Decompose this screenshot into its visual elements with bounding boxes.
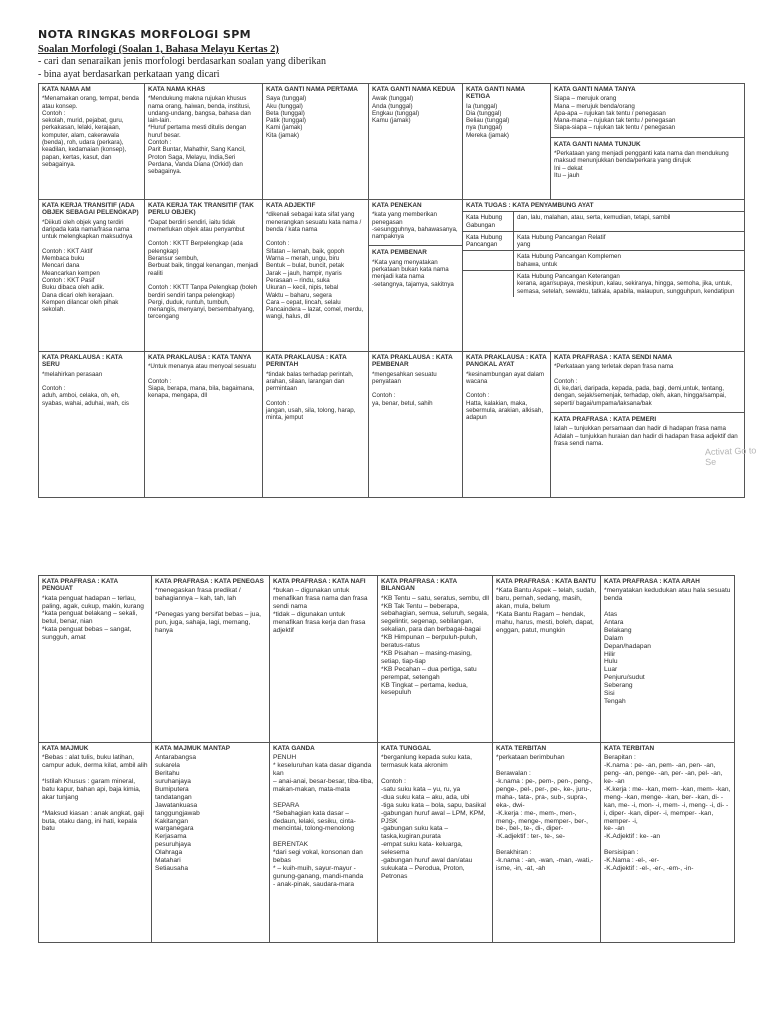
cell-kata-adjektif (263, 200, 369, 352)
cell-text: *menyatakan kedudukan atau hala sesuatu benda Atas Antara Belakang Dalam Depan/hadapan Hilir Hulu Luar Penjuru/sudut Seberang Sisi Tengah (604, 587, 731, 705)
cell-heading: KATA GANTI NAMA TUNJUK (554, 140, 641, 148)
divider (369, 245, 462, 246)
document-subtitle: Soalan Morfologi (Soalan 1, Bahasa Melayu Kertas 2) (38, 44, 279, 55)
cell-text: *Kata yang menyatakan perkataan bukan kata nama menjadi kata nama -setangnya, tajamya, sakitnya (372, 258, 454, 288)
tugas-row (463, 250, 744, 270)
cell-kata-tunggal (378, 743, 493, 943)
cell-heading: KATA PRAKLAUSA : KATA PEMBENAR (372, 354, 453, 369)
cell-text: PENUH * keseluruhan kata dasar diganda kan – anai-anai, besar-besar, tiba-tiba, makan-makan, mata-mata SEPARA *Sebahagian kata dasar – dedaun, lelaki, sesiku, cinta-mencintai, tolong-menolong BERENTAK *dari segi vokal, konsonan dan bebas * – kuih-muih, sayur-mayur - gunung-ganang, mandi-manda - anak-pinak, saudara-mara (273, 754, 374, 888)
instruction-line-2: - bina ayat berdasarkan perkataan yang dicari (38, 69, 220, 80)
cell-kata-penguat (39, 576, 152, 743)
cell-heading: KATA NAMA AM (42, 86, 91, 93)
cell-heading: KATA PRAFRASA : KATA SENDI NAMA (554, 354, 673, 361)
cell-kata-arah (601, 576, 735, 743)
cell-text: Ia (tunggal) Dia (tunggal) Beliau (tunggal) nya (tunggal) Mereka (jamak) (466, 102, 510, 139)
cell-heading: KATA TUGAS : KATA PENYAMBUNG AYAT (466, 202, 594, 209)
table2-row-2 (39, 743, 735, 943)
cell-heading: KATA NAMA KHAS (148, 86, 206, 93)
tugas-label: Kata Hubung Gabungan (463, 212, 514, 231)
cell-kata-penekan (369, 200, 463, 352)
cell-kata-penegas (152, 576, 270, 743)
tugas-text: dan, lalu, malahan, atau, serta, kemudian, tetapi, sambil (517, 214, 671, 222)
cell-kata-seru (39, 352, 145, 498)
cell-heading: KATA GANTI NAMA KEDUA (372, 86, 456, 93)
tugas-label: Kata Hubung Pancangan (463, 232, 514, 251)
cell-heading: KATA KERJA TAK TRANSITIF (TAK PERLU OBJEK) (148, 202, 254, 217)
cell-heading: KATA PRAFRASA : KATA PENEGAS (155, 578, 264, 585)
cell-kata-bilangan (378, 576, 493, 743)
cell-text: *Untuk menanya atau menyoal sesuatu Contoh : Siapa, berapa, mana, bila, bagaimana, kenapa, mengapa, dll (148, 363, 257, 400)
cell-text: *tindak balas terhadap perintah, arahan, silaan, larangan dan permintaan Contoh : jangan, usah, sila, tolong, harap, minta, jemput (266, 370, 356, 422)
tugas-row (463, 270, 744, 297)
cell-text: Saya (tunggal) Aku (tunggal) Beta (tunggal) Patik (tunggal) Kami (jamak) Kita (jamak) (266, 95, 307, 139)
table1-row-3 (39, 352, 745, 498)
cell-heading: KATA MAJMUK (42, 745, 89, 752)
cell-text: *berganlung kepada suku kata, termasuk kata akronim Contoh : -satu suku kata – yu, ru, ya -dua suku kata – aku, ada, ubi -tiga suku kata – bola, sapu, basikal -gabungan huruf awal – LPM, KPM, PJSK -gabungan suku kata – taska,kugiran,purata -empat suku kata- keluarga, selesema -gabungan huruf awal dan/atau sukukata – Perodua, Proton, Petronas (381, 754, 486, 880)
cell-heading: KATA PRAKLAUSA : KATA SERU (42, 354, 123, 369)
cell-kata-kerja-tak-transitif (145, 200, 263, 352)
tugas-text: Kata Hubung Pancangan Keterangan kerana, agar/supaya, meskipun, kalau, sekiranya, hingga, semoha, jika, untuk, semasa, setelah, sewaktu, tatkala, apabila, walaupun, sungguhpun, kendatipun (517, 273, 735, 295)
cell-text: *melahirkan perasaan Contoh : aduh, amboi, celaka, oh, eh, syabas, wahai, aduhai, wah, cis (42, 370, 130, 407)
cell-heading: KATA KERJA TRANSITIF (ADA OBJEK SEBAGAI PELENGKAP) (42, 202, 139, 217)
activation-watermark: Activat Go to Se (704, 445, 757, 468)
instruction-line-1: - cari dan senaraikan jenis morfologi berdasarkan soalan yang diberikan (38, 56, 326, 67)
table1-row-2 (39, 200, 745, 352)
table1-row-1 (39, 84, 745, 200)
tugas-text: Kata Hubung Pancangan Relatif yang (517, 233, 606, 249)
cell-kata-majmuk-mantap (152, 743, 270, 943)
cell-text: *Dapat berdiri sendiri, iaitu tidak memerlukan objek atau penyambut Contoh : KKTT Berpelengkap (ada pelengkap) Beransur sembuh, Berbuat baik, tinggal kenangan, menjadi realiti Contoh : KKTT Tanpa Pelengkap (boleh berdiri sendiri tanpa pelengkap) Pergi, duduk, runtuh, tumbuh, menangis, menyanyi, bersembahyang, tercengang (148, 218, 259, 321)
tugas-row (463, 231, 744, 251)
morphology-table-2 (38, 575, 735, 943)
cell-text: *bukan – digunakan untuk menafikan frasa nama dan frasa sendi nama *tidak – digunakan untuk menafikan frasa kerja dan frasa adjektif (273, 587, 368, 634)
tugas-row (463, 211, 744, 231)
divider (551, 412, 744, 413)
cell-text: *kata penguat hadapan – terlau, paling, agak, cukup, makin, kurang *kata penguat belakang – sekali, betul, benar, nian *kata penguat bebas – sangat, sungguh, amat (42, 594, 144, 642)
cell-kata-bantu (493, 576, 601, 743)
cell-text: *Perkataan yang terletak depan frasa nama Contoh : di, ke,dari, daripada, kepada, pada, bagi, demi,untuk, tentang, dengan, sejak/semenjak, terhadap, oleh, akan, hingga/sampai, seperti/ bagai/umpama/laksana/bak (554, 363, 726, 407)
cell-heading: KATA TERBITAN (604, 745, 655, 752)
cell-heading: KATA PRAFRASA : KATA BANTU (496, 578, 596, 585)
cell-heading: KATA ADJEKTIF (266, 202, 316, 209)
cell-heading: KATA TERBITAN (496, 745, 547, 752)
cell-text: *Bebas : alat tulis, buku latihan, campur aduk, derma kilat, ambil alih *Istilah Khusus : garam mineral, batu kapur, bahan api, baja kimia, akar tunjang *Maksud kiasan : anak angkat, gaji buta, otaku dang, ini hati, kepala batu (42, 754, 148, 833)
cell-text: *dikenali sebagai kata sifat yang menerangkan sesuatu kata nama / benda / kata nama Contoh : Sifatan – lemah, baik, gopoh Warna – merah, ungu, biru Bentuk – bulat, buncit, petak Jarak – jauh, hampir, nyaris Perasaan – rindu, suka Ukuran – kecil, nipis, tebal Waktu – baharu, segera Cara – cepat, lincah, selalu Pancaindera – lazat, comel, merdu, wangi, halus, dll (266, 211, 364, 321)
cell-heading: KATA GANTI NAMA TANYA (554, 86, 636, 93)
cell-text: *kesinambungan ayat dalam wacana Contoh : Hatta, kalakian, maka, sebermula, arakian, alkisah, adapun (466, 370, 545, 422)
cell-heading: KATA MAJMUK MANTAP (155, 745, 231, 752)
document-header (38, 28, 738, 81)
tugas-text: Kata Hubung Pancangan Komplemen bahawa, untuk (517, 253, 621, 268)
cell-text: *mengesahkan sesuatu penyataan Contoh : ya, benar, betul, sahih (372, 370, 437, 407)
cell-heading: KATA PEMBENAR (372, 249, 427, 257)
table2-row-1 (39, 576, 735, 743)
cell-kata-ganti-nama-kedua (369, 84, 463, 200)
cell-text: Berapitan : -K.nama : pe- -an, pem- -an, pen- -an, peng- -an, penge- -an, per- -an, pel- -an, ke- -an -K.kerja : me- -kan, mem- -kan, mem- -kan, meng- -kan, menge- -kan, ber- -kan, di- -kan, me- -i, mon- -i, mem- -i, meng- -i, di- -i, diper- -kan, diper- -i, memper- -kan, memper- -i, ke- -an -K.Adjektif : ke- -an Bersisipan : -K.Nama : -el-, -er- -K.Adjektif : -el-, -er-, -em-, -in- (604, 754, 731, 872)
cell-kata-pangkal-ayat (463, 352, 551, 498)
morphology-table-1 (38, 83, 745, 498)
cell-heading: KATA PRAKLAUSA : KATA TANYA (148, 354, 252, 361)
cell-kata-pembenar (369, 352, 463, 498)
cell-text: *menegaskan frasa predikat / bahagiannya – kah, tah, lah *Penegas yang bersifat bebas – jua, pun, juga, sahaja, lagi, memang, hanya (155, 587, 261, 634)
cell-kata-ganda (270, 743, 378, 943)
cell-kata-majmuk (39, 743, 152, 943)
cell-heading: KATA TUNGGAL (381, 745, 431, 752)
divider (551, 137, 744, 138)
cell-kata-terbitan-2 (601, 743, 735, 943)
cell-text: Antarabangsa sukarela Beritahu suruhanjaya Bumiputera tandatangan Jawatankuasa tanggungjawab Kakitangan warganegara Kerjasama pesuruhjaya Olahraga Matahari Setiausaha (155, 754, 200, 872)
tugas-label (463, 271, 514, 297)
cell-kata-kerja-transitif (39, 200, 145, 352)
cell-text: *Mendukung makna rujukan khusus nama orang, haiwan, benda, institusi, undang-undang, bangsa, bahasa dan lain-lain. *Huruf pertama mesti ditulis dengan huruf besar. Contoh : Parit Buntar, Mahathir, Sang Kancil, Proton Saga, Melayu, India,Seri Perdana, Vanda Diana (Orkid) dan sebagainya. (148, 95, 251, 176)
cell-kata-ganti-nama-pertama (263, 84, 369, 200)
cell-heading: KATA PRAKLAUSA : KATA PERINTAH (266, 354, 347, 369)
cell-kata-nama-am (39, 84, 145, 200)
cell-heading: KATA PRAFRASA : KATA PENGUAT (42, 578, 118, 593)
cell-heading: KATA PRAFRASA : KATA BILANGAN (381, 578, 457, 593)
cell-kata-nama-khas (145, 84, 263, 200)
cell-heading: KATA PRAFRASA : KATA ARAH (604, 578, 700, 585)
cell-text: Awak (tunggal) Anda (tunggal) Engkau (tunggal) Kamu (jamak) (372, 95, 420, 125)
cell-text: *Perkataan yang menjadi pengganti kata nama dan mendukung maksud menunjukkan benda/perkara yang dirujuk Ini – dekat Itu – jauh (554, 150, 729, 179)
cell-text: Ialah – tunjukkan persamaan dan hadir di hadapan frasa nama Adalah – tunjukkan huraian dan hadir di hadapan frasa adjektif dan frasa sendi nama. (554, 425, 738, 447)
cell-text: *kata yang memberikan penegasan -sesungguhnya, bahawasanya, nampaknya (372, 211, 458, 241)
cell-kata-ganti-nama-tanya (551, 84, 745, 200)
cell-text: *Diikuti oleh objek yang terdiri daripada kata nama/frasa nama untuk melengkapkan maksudnya Contoh : KKT Aktif Membaca buku Mencari dana Meancarkan kempen Contoh : KKT Pasif Buku dibaca oleh adik. Dana dicari oleh kerajaan. Kempen dilancar oleh pihak sekolah. (42, 218, 133, 314)
cell-heading: KATA PRAFRASA : KATA PEMERI (554, 416, 657, 424)
cell-text: *perkataan berimbuhan Berawalan : -k.nama : pe-, pem-, pen-, peng-, penge-, pel-, per-, pe-, ke-, juru-, maha-, tata-, pra-, sub-, supra-, eka-, dwi- -K.kerja : me-, mem-, men-, meng-, menge-, memper-, ber-, be-, bel-, te-, di-, diper- -K.adjektif : ter-, te-, se- Berakhiran : -k.nama : -an, -wan, -man, -wati,-isme, -in, -at, -ah (496, 754, 594, 872)
tugas-label (463, 251, 514, 270)
cell-kata-terbitan-1 (493, 743, 601, 943)
cell-kata-tugas-penyambung (463, 200, 745, 352)
cell-heading: KATA GANDA (273, 745, 315, 752)
cell-heading: KATA PENEKAN (372, 202, 422, 209)
cell-text: Siapa – merujuk orang Mana – merujuk benda/orang Apa-apa – rujukan tak tentu / penegasan Mana-mana – rujukan tak tentu / penegasan Siapa-siapa – rujukan tak tentu / penegasan (554, 95, 676, 132)
cell-text: *Menamakan orang, tempat, benda atau konsep. Contoh : sekolah, murid, pejabat, guru, perkakasan, lelaki, kerajaan, komputer, alam, cakerawala (benda), roh, udara (perkara), keadilan, kedamaian (konsep), papan, kertas, kasut, dan sebagainya. (42, 95, 139, 168)
cell-text: *Kata Bantu Aspek – telah, sudah, baru, pernah, sedang, masih, akan, mula, belum *Kata Bantu Ragam – hendak, mahu, harus, mesti, boleh, dapat, enggan, patut, mungkin (496, 587, 597, 634)
cell-text: *KB Tentu – satu, seratus, sembu, dll *KB Tak Tentu – beberapa, sebahagian, semua, seluruh, segala, segelintir, segenap, sebilangan, sekalian, para dan berbagai-bagai *KB Himpunan – berpuluh-puluh, beratus-ratus *KB Pisahan – masing-masing, setiap, tiap-tiap *KB Pecahan – dua pertiga, satu perempat, setengah KB Tingkat – pertama, kedua, kesepuluh (381, 594, 490, 697)
cell-heading: KATA GANTI NAMA KETIGA (466, 86, 525, 101)
cell-heading: KATA GANTI NAMA PERTAMA (266, 86, 358, 93)
cell-heading: KATA PRAKLAUSA : KATA PANGKAL AYAT (466, 354, 547, 369)
cell-kata-nafi (270, 576, 378, 743)
document-title: NOTA RINGKAS MORFOLOGI SPM (38, 28, 252, 41)
cell-kata-tanya (145, 352, 263, 498)
cell-kata-sendi-nama (551, 352, 745, 498)
cell-heading: KATA PRAFRASA : KATA NAFI (273, 578, 366, 585)
cell-kata-ganti-nama-ketiga (463, 84, 551, 200)
cell-kata-perintah (263, 352, 369, 498)
